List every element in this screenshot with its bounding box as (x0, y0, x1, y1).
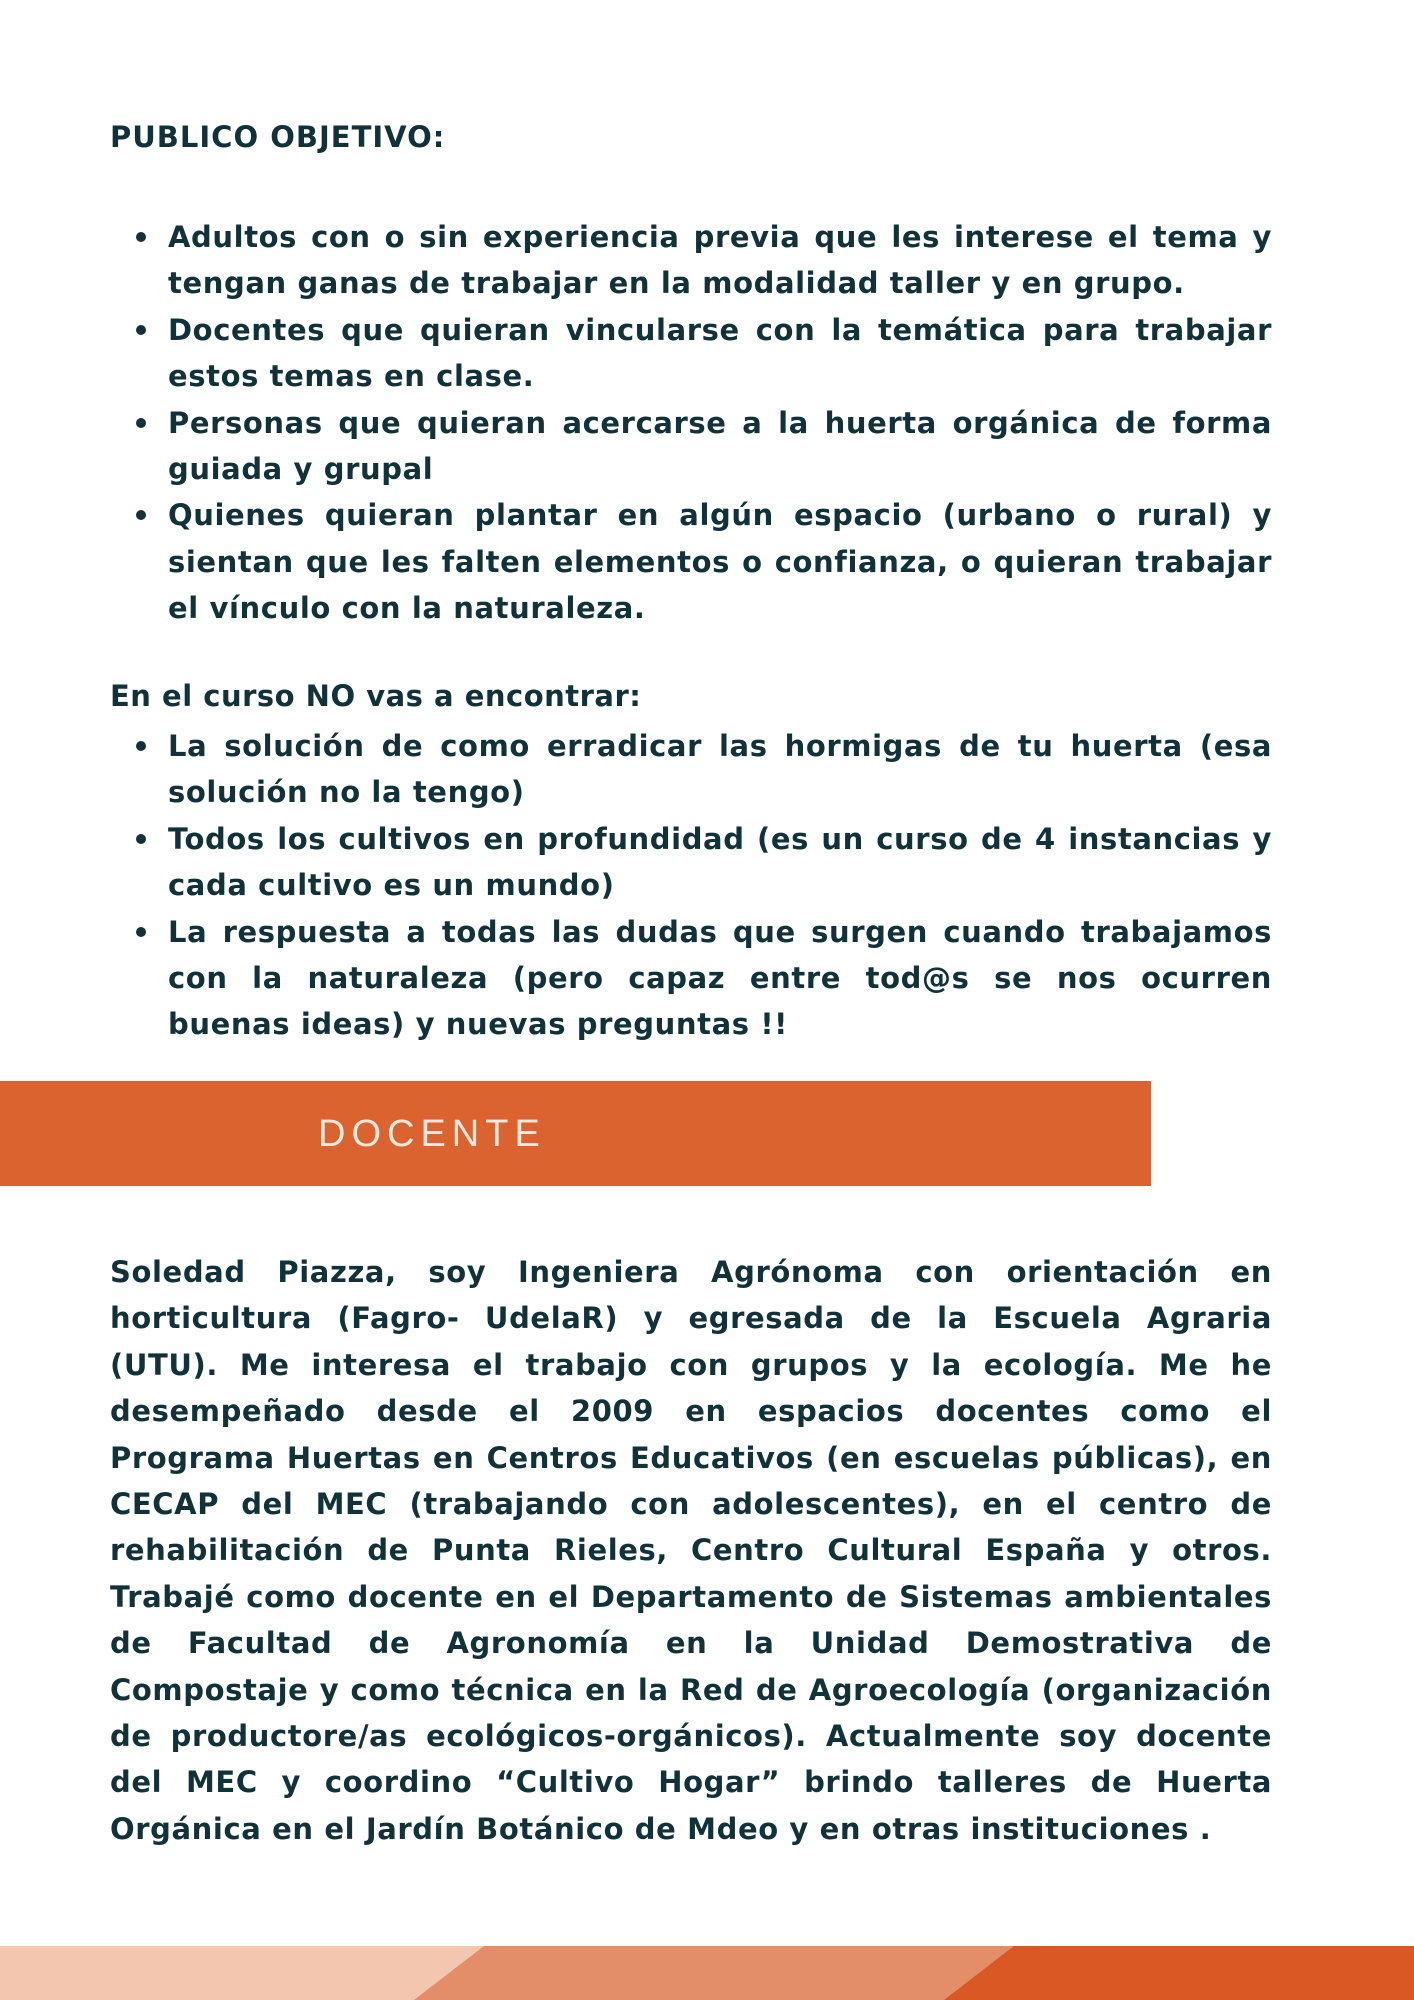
bullet-icon (136, 510, 146, 520)
list-item-text: Quienes quieran plantar en algún espacio (urbano o rural) y sientan que les falten elementos o confianza, o quieran trabajar el vínculo con la naturaleza. (168, 498, 1272, 626)
footer-decoration (0, 1946, 1414, 2000)
audience-heading: PUBLICO OBJETIVO: (110, 120, 446, 154)
bullet-icon (136, 927, 146, 937)
audience-list (110, 214, 1272, 632)
not-included-list (110, 723, 1272, 1048)
bullet-icon (136, 834, 146, 844)
list-item (110, 909, 1272, 1048)
bullet-icon (136, 741, 146, 751)
list-item-text: Docentes que quieran vincularse con la temática para trabajar estos temas en clase. (168, 312, 1272, 394)
list-item-text: Adultos con o sin experiencia previa que les interese el tema y tengan ganas de trabajar en la modalidad taller y en grupo. (168, 220, 1272, 301)
teacher-banner-title: DOCENTE (318, 1113, 546, 1155)
teacher-banner (0, 1081, 1151, 1186)
footer-band-dark (944, 1946, 1414, 2000)
list-item (110, 307, 1272, 400)
bullet-icon (136, 232, 146, 242)
bullet-icon (136, 325, 146, 335)
list-item-text: La respuesta a todas las dudas que surgen cuando trabajamos con la naturaleza (pero capaz entre tod@s se nos ocurren buenas ideas) y nuevas preguntas !! (168, 914, 1272, 1042)
list-item-text: Personas que quieran acercarse a la huerta orgánica de forma guiada y grupal (168, 405, 1272, 487)
list-item (110, 400, 1272, 493)
list-item (110, 492, 1272, 631)
not-included-heading: En el curso NO vas a encontrar: (110, 679, 642, 713)
bullet-icon (136, 418, 146, 428)
list-item (110, 816, 1272, 909)
teacher-bio: Soledad Piazza, soy Ingeniera Agrónoma con orientación en horticultura (Fagro- UdelaR) y egresada de la Escuela Agraria (UTU). Me interesa el trabajo con grupos y la ecología. Me he desempeñado desde el 2009 en espacios docentes como el Programa Huertas en Centros Educativos (en escuelas públicas), en CECAP del MEC (trabajando con adolescentes), en el centro de rehabilitación de Punta Rieles, Centro Cultural España y otros. Trabajé como docente en el Departamento de Sistemas ambientales de Facultad de Agronomía en la Unidad Demostrativa de Compostaje y como técnica en la Red de Agroecología (organización de productore/as ecológicos-orgánicos). Actualmente soy docente del MEC y coordino “Cultivo Hogar” brindo talleres de Huerta Orgánica en el Jardín Botánico de Mdeo y en otras instituciones . (110, 1255, 1272, 1846)
list-item-text: La solución de como erradicar las hormigas de tu huerta (esa solución no la tengo) (168, 729, 1272, 810)
list-item (110, 723, 1272, 816)
list-item (110, 214, 1272, 307)
list-item-text: Todos los cultivos en profundidad (es un curso de 4 instancias y cada cultivo es un mundo) (168, 821, 1272, 903)
